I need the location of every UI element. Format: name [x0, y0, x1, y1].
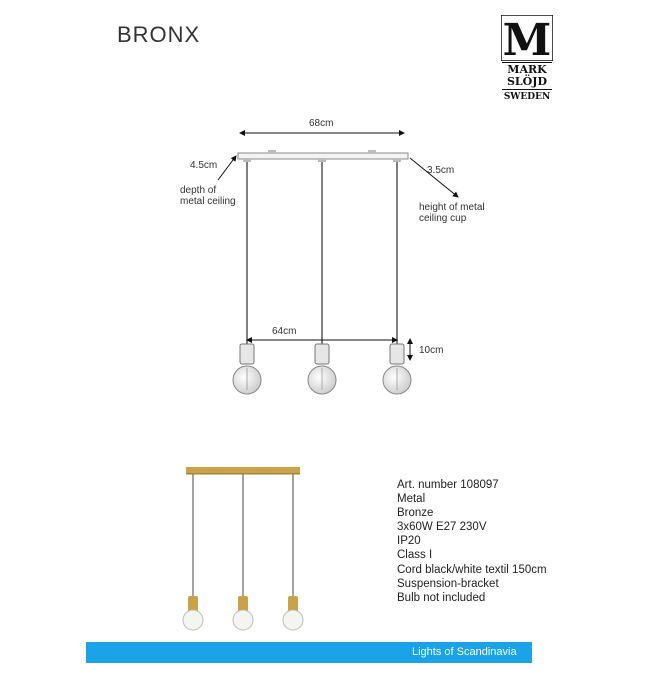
- ceiling-depth-label-1: depth of: [180, 185, 217, 196]
- socket-height-label: 10cm: [419, 345, 444, 356]
- spec-article-number: Art. number 108097: [397, 479, 499, 491]
- svg-text:M: M: [502, 15, 552, 61]
- ceiling-bar: [238, 153, 408, 159]
- pendant-spacing-label: 64cm: [272, 326, 297, 337]
- spec-finish: Bronze: [397, 507, 434, 520]
- spec-mount: Suspension-bracket: [397, 577, 499, 590]
- spec-ip-rating: IP20: [397, 535, 421, 548]
- spec-wattage: 3x60W E27 230V: [397, 521, 487, 534]
- ceiling-depth-value: 4.5cm: [190, 160, 218, 171]
- spec-class: Class I: [397, 549, 433, 562]
- footer-banner: [86, 642, 532, 663]
- spec-bulb: Bulb not included: [397, 591, 486, 604]
- cup-height-label-2: ceiling cup: [419, 213, 467, 224]
- spec-cord: Cord black/white textil 150cm: [397, 563, 547, 576]
- brand-word-mark: MARK: [507, 63, 547, 76]
- footer-tagline: Lights of Scandinavia: [412, 646, 517, 658]
- spec-material: Metal: [397, 493, 426, 506]
- pendant-center: [308, 344, 336, 394]
- product-photo: [183, 467, 303, 630]
- cup-height-leader-line: [410, 158, 458, 197]
- product-title: BRONX: [117, 22, 201, 47]
- cup-height-value: 3.5cm: [427, 165, 455, 176]
- depth-leader-line: [218, 156, 236, 180]
- pendant-left: [233, 344, 261, 394]
- brand-word-sweden: SWEDEN: [503, 92, 551, 102]
- brand-word-slojd: SLÖJD: [506, 75, 547, 88]
- width-total-label: 68cm: [309, 118, 334, 129]
- pendant-right: [383, 344, 411, 394]
- spec-list: [397, 478, 547, 605]
- ceiling-depth-label-2: metal ceiling: [180, 196, 236, 207]
- cup-height-label-1: height of metal: [419, 202, 485, 213]
